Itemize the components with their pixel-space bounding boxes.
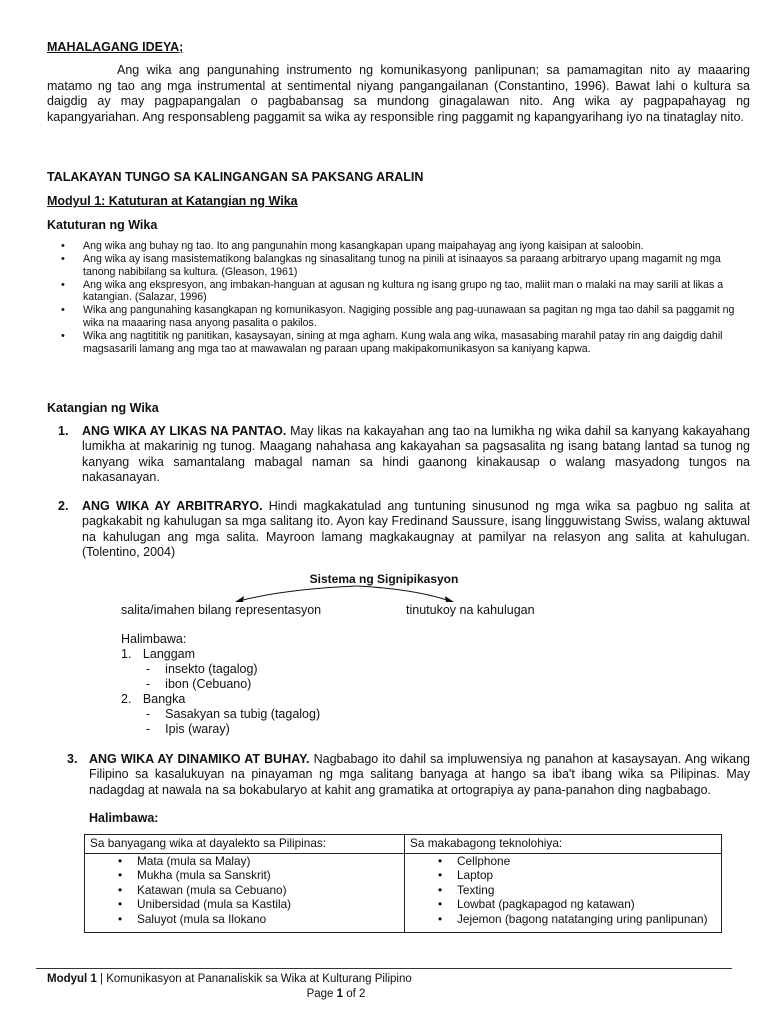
footer-course-line (47, 973, 412, 985)
table-header-cell: Sa banyagang wika at dayalekto sa Pilipinas: (85, 835, 405, 854)
katuturan-item: • Wika ang nagtititik ng panitikan, kasaysayan, sining at mga agham. Kung wala ang wika, masasabing marahil patay rin ang daigdig dahil magsasarili lamang ang mga tao at mawawalan ng paraan upang makipakomunikasyon sa kaniyang kapwa. (47, 330, 752, 355)
item-text: May likas na kakayahan ang tao na lumikha ng wika dahil sa kanyang kakayahang lumikha at makarinig ng tunog. Maagang nahahasa ang kakayahan sa pagsasalita ng isang batang lantad sa tunog ng kanyang wika samantalang mabagal naman sa hindi gaanong kinakausap o walang masyadong tungos na nakasanayan. (82, 424, 750, 484)
heading-modyul: Modyul 1: Katuturan at Katangian ng Wika (47, 194, 298, 208)
item-number: 2. (58, 499, 69, 513)
examples-table (84, 834, 722, 933)
halimbawa-bold-label: Halimbawa: (89, 811, 159, 825)
footer-course: Komunikasyon at Pananaliskik sa Wika at Kulturang Pilipino (106, 973, 412, 985)
heading-katangian: Katangian ng Wika (47, 401, 159, 415)
arrow-right (357, 586, 450, 601)
list-item: • Saluyot (mula sa Ilokano (90, 912, 399, 927)
arrow-left (239, 586, 357, 601)
intro-paragraph: Ang wika ang pangunahing instrumento ng komunikasyong panlipunan; sa pamamagitan nito ay maaaring matamo ng tao ang mga instrumental at sentimental niyang pangangailanan (Constantino, 1996). Bawat lahi o kultura sa daigdig ay may pagpapangalan o pagbabansag sa mundong ginagalawan nito. Ang wika ay pagpapahayag ng kapangyariahan. Ang responsableng paggamit sa wika ay responsible ring paggamit ng kapangyarihang iyo na tinataglay nito. (47, 63, 750, 124)
list-item: • Cellphone (410, 854, 716, 869)
signification-right-label: tinutukoy na kahulugan (406, 603, 535, 617)
list-item: • Jejemon (bagong natatanging uring panlipunan) (410, 912, 716, 927)
list-item: • Lowbat (pagkapagod ng katawan) (410, 897, 716, 912)
katuturan-item: • Wika ang pangunahing kasangkapan ng komunikasyon. Nagiging possible ang pag-uunawaan sa pagitan ng mga tao dahil sa paggamit ng wika na maaaring nasa anyong pasalita o pakilos. (47, 304, 752, 329)
katangian-item-1 (47, 424, 750, 485)
list-item: • Mukha (mula sa Sanskrit) (90, 868, 399, 883)
footer-module: Modyul 1 (47, 973, 97, 985)
heading-mahalagang-ideya: MAHALAGANG IDEYA; (47, 40, 184, 54)
example-1 (121, 647, 195, 662)
list-item: • Unibersidad (mula sa Kastila) (90, 897, 399, 912)
katangian-item-2 (47, 499, 750, 560)
katuturan-item: • Ang wika ay isang masistematikong balangkas ng sinasalitang tunog na pinili at isinaayos sa paraang arbitraryo upang magamit ng mga tanong nabibilang sa kultura. (Gleason, 1961) (47, 253, 752, 278)
arrowhead-right (445, 596, 454, 602)
halimbawa-label: Halimbawa: (121, 632, 187, 646)
example-word: Langgam (142, 647, 196, 661)
example-number: 1. (121, 647, 132, 661)
item-number: 3. (67, 752, 78, 766)
example-meaning: - Sasakyan sa tubig (tagalog) (146, 707, 321, 721)
item-title: ANG WIKA AY LIKAS NA PANTAO. (82, 424, 287, 438)
teknolohiya-list (410, 854, 716, 927)
footer-divider (36, 968, 732, 969)
item-title: ANG WIKA AY DINAMIKO AT BUHAY. (89, 752, 310, 766)
list-item: • Katawan (mula sa Cebuano) (90, 883, 399, 898)
table-header-row (85, 835, 722, 854)
item-text: Hindi magkakatulad ang tuntuning sinusunod ng mga wika sa pagbuo ng salita at pagkakabit ng kahulugan sa mga salitang ito. Ayon kay Fredinand Saussure, isang lingguwistang Swiss, walang aktuwal na kahulugan ang mga salita. Mayroon lamang magkakaugnay at pamilyar na relasyon ang salita at kahulugan. (Tolentino, 2004) (82, 499, 750, 559)
katangian-item-3 (47, 752, 750, 798)
example-meaning: - ibon (Cebuano) (146, 677, 252, 691)
heading-katuturan: Katuturan ng Wika (47, 218, 158, 232)
item-title: ANG WIKA AY ARBITRARYO. (82, 499, 263, 513)
table-header-cell: Sa makabagong teknolohiya: (405, 835, 722, 854)
sistema-title: Sistema ng Signipikasyon (309, 572, 459, 586)
example-number: 2. (121, 692, 132, 706)
signification-left-label: salita/imahen bilang representasyon (121, 603, 322, 617)
table-cell (85, 853, 405, 932)
item-text: Nagbabago ito dahil sa impluwensiya ng panahon at kasaysayan. Ang wikang Filipino sa kasalukuyan na pinayaman ng mga salitang banyaga at hango sa iba't ibang wika sa Pilipinas. May nadagdag at nawala na sa bokabularyo at kahit ang gramatika at ortograpiya ay pana-panahon ding nagbabago. (89, 752, 750, 797)
example-word: Bangka (142, 692, 186, 706)
arrowhead-left (235, 596, 244, 602)
table-cell (405, 853, 722, 932)
banyagang-list (90, 854, 399, 927)
list-item: • Laptop (410, 868, 716, 883)
item-number: 1. (58, 424, 69, 438)
list-item: • Mata (mula sa Malay) (90, 854, 399, 869)
katuturan-item: • Ang wika ang buhay ng tao. Ito ang pangunahin mong kasangkapan upang maipahayag ang iyong kaisipan at saloobin. (47, 240, 752, 253)
katuturan-item: • Ang wika ang ekspresyon, ang imbakan-hanguan at agusan ng kultura ng isang grupo ng tao, maliit man o malaki na may sarili at likas a katangian. (Salazar, 1996) (47, 279, 752, 304)
example-meaning: - insekto (tagalog) (146, 662, 258, 676)
footer-separator: | (96, 973, 107, 985)
example-2 (121, 692, 185, 707)
katuturan-list (47, 240, 752, 356)
example-meaning: - Ipis (waray) (146, 722, 230, 736)
heading-talakayan: TALAKAYAN TUNGO SA KALINGANGAN SA PAKSANG ARALIN (47, 170, 424, 184)
footer-page-number: Page 1 of 2 (306, 988, 366, 1000)
list-item: • Texting (410, 883, 716, 898)
table-row (85, 853, 722, 932)
